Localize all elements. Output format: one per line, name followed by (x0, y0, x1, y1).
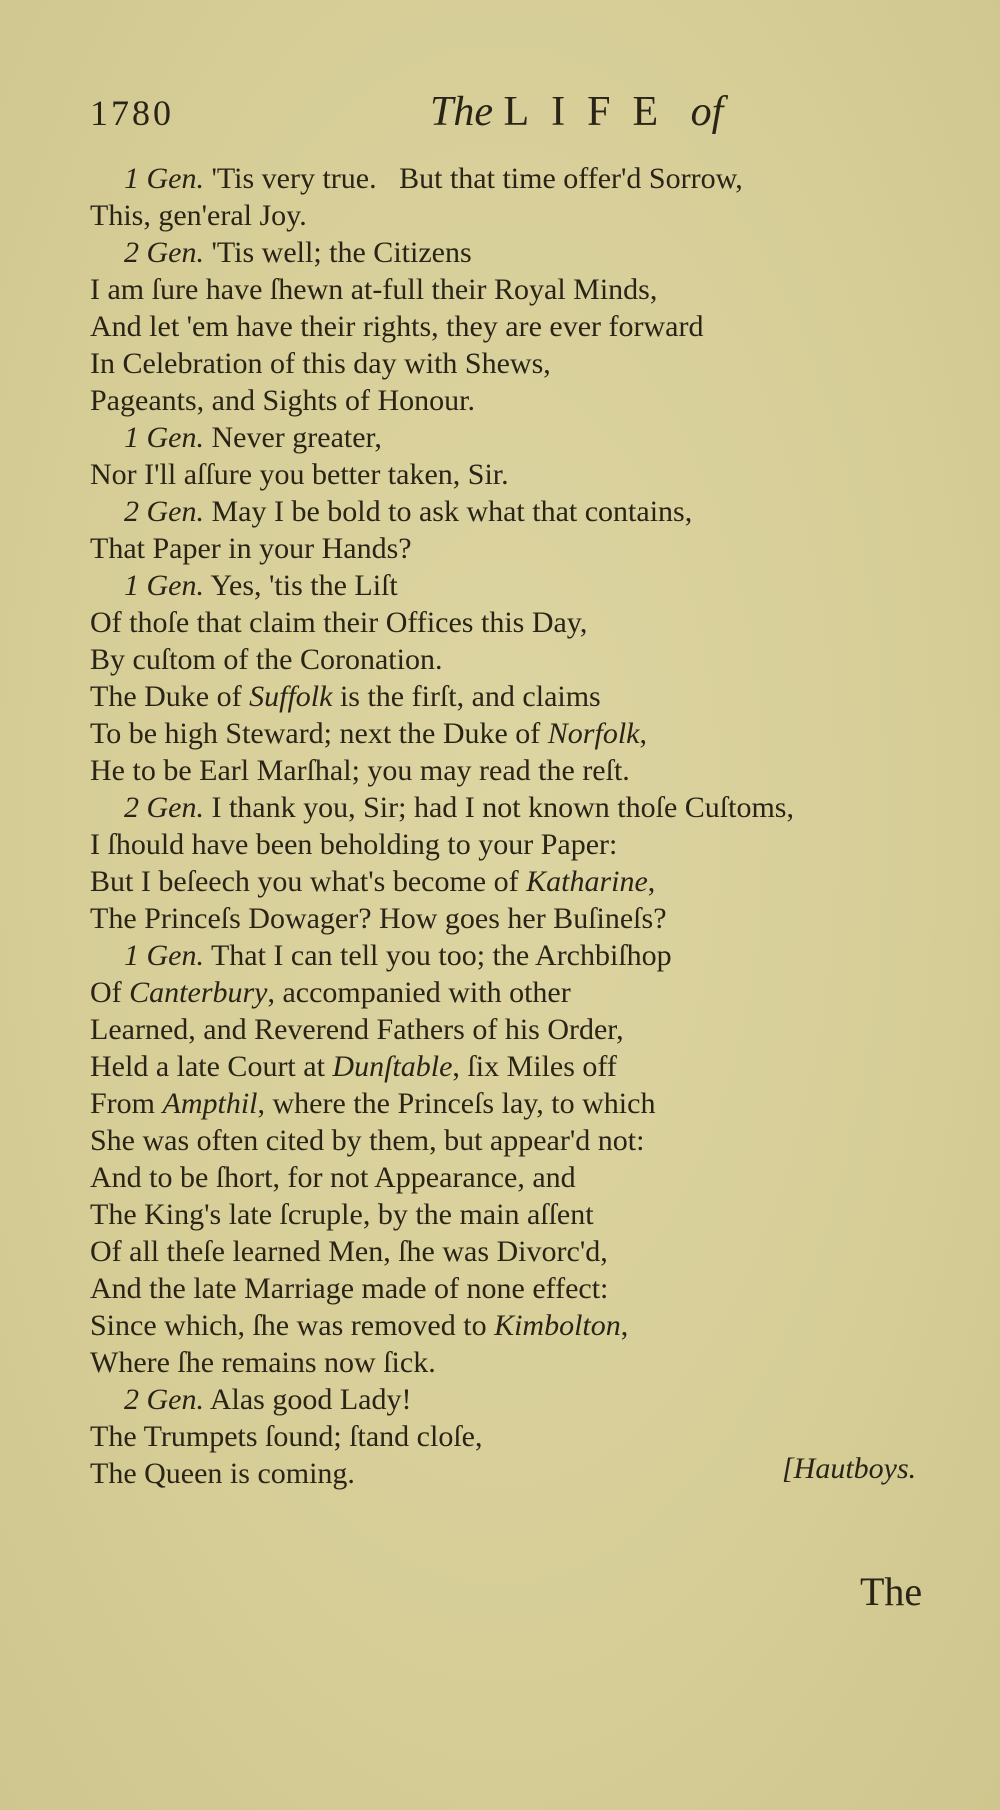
line-text: Where ſhe remains now ſick. (90, 1346, 436, 1379)
running-title (430, 88, 723, 136)
line-text: This, gen'eral Joy. (90, 199, 307, 232)
speaker-label: 1 Gen. (124, 421, 204, 454)
line-text: But I beſeech you what's become of (90, 865, 527, 898)
italic-name: Norfolk (547, 717, 640, 750)
text-line (90, 1270, 940, 1307)
text-line (90, 604, 940, 641)
line-text: The Princeſs Dowager? How goes her Buſineſs? (90, 902, 667, 935)
text-line (90, 197, 940, 234)
text-line (90, 863, 940, 900)
running-title-of: of (690, 89, 724, 135)
text-line (90, 382, 940, 419)
line-text: She was often cited by them, but appear'd not: (90, 1124, 645, 1157)
text-line (90, 1011, 940, 1048)
line-text: I thank you, Sir; had I not known thoſe Cuſtoms, (203, 791, 794, 824)
italic-name: Suffolk (249, 680, 333, 713)
text-line (90, 308, 940, 345)
line-text: In Celebration of this day with Shews, (90, 347, 551, 380)
line-text: May I be bold to ask what that contains, (203, 495, 693, 528)
line-text-after: , (620, 1309, 629, 1342)
play-text (90, 160, 940, 1492)
speaker-label: 2 Gen. (124, 495, 204, 528)
text-line (90, 752, 940, 789)
speaker-label: 1 Gen. (124, 569, 204, 602)
stage-direction: [Hautboys. (782, 1452, 917, 1485)
page-number: 1780 (90, 93, 174, 133)
line-text: I ſhould have been beholding to your Paper: (90, 828, 618, 861)
line-text: Held a late Court at (90, 1050, 333, 1083)
line-text: Never greater, (203, 421, 382, 454)
line-text: The Trumpets ſound; ſtand cloſe, (90, 1420, 483, 1453)
text-line (90, 826, 940, 863)
page-header (90, 89, 930, 152)
line-text: The King's late ſcruple, by the main aſſent (90, 1198, 594, 1231)
line-text-after: , accompanied with other (267, 976, 571, 1009)
line-text: Since which, ſhe was removed to (90, 1309, 495, 1342)
italic-name: Katharine (526, 865, 648, 898)
italic-name: Kimbolton (494, 1309, 621, 1342)
text-line (90, 530, 940, 567)
line-text: From (90, 1087, 163, 1120)
speaker-label: 1 Gen. (124, 162, 204, 195)
line-text: By cuſtom of the Coronation. (90, 643, 443, 676)
running-title-the: The (430, 89, 493, 135)
line-text: 'Tis very true. But that time offer'd Sorrow, (203, 162, 743, 195)
text-line (90, 715, 940, 752)
running-title-life: LIFE (503, 89, 681, 135)
line-text: And let 'em have their rights, they are ever forward (90, 310, 704, 343)
text-line (90, 1233, 940, 1270)
text-line (90, 456, 940, 493)
text-line (90, 1122, 940, 1159)
text-line (90, 345, 940, 382)
catchword: The (860, 1569, 923, 1614)
line-text: That I can tell you too; the Archbiſhop (203, 939, 672, 972)
text-line (90, 641, 940, 678)
line-text-after: , (647, 865, 656, 898)
text-line (90, 160, 940, 197)
speaker-label: 1 Gen. (124, 939, 204, 972)
line-text: Yes, 'tis the Liſt (203, 569, 398, 602)
text-line (90, 493, 940, 530)
line-text: Of (90, 976, 130, 1009)
line-text: That Paper in your Hands? (90, 532, 412, 565)
line-text: Of all theſe learned Men, ſhe was Divorc'd, (90, 1235, 608, 1268)
line-text: I am ſure have ſhewn at-full their Royal Minds, (90, 273, 658, 306)
text-line (90, 1344, 940, 1381)
speaker-label: 2 Gen. (124, 1383, 204, 1416)
text-line (90, 900, 940, 937)
italic-name: Ampthil (162, 1087, 258, 1120)
text-line (90, 1381, 940, 1418)
line-text: Of thoſe that claim their Offices this Day, (90, 606, 588, 639)
speaker-label: 2 Gen. (124, 236, 204, 269)
text-line (90, 789, 940, 826)
line-text-after: , ſix Miles off (452, 1050, 617, 1083)
text-line (90, 678, 940, 715)
line-text: Nor I'll aſſure you better taken, Sir. (90, 458, 509, 491)
italic-name: Canterbury (129, 976, 268, 1009)
line-text: The Duke of (90, 680, 250, 713)
text-line (90, 937, 940, 974)
text-line (90, 567, 940, 604)
line-text: And to be ſhort, for not Appearance, and (90, 1161, 576, 1194)
line-text: Pageants, and Sights of Honour. (90, 384, 475, 417)
line-text: And the late Marriage made of none effect: (90, 1272, 609, 1305)
text-line (90, 234, 940, 271)
italic-name: Dunſtable (332, 1050, 453, 1083)
text-line (90, 1159, 940, 1196)
text-line (90, 271, 940, 308)
text-line (90, 974, 940, 1011)
line-text: 'Tis well; the Citizens (203, 236, 472, 269)
line-text: Learned, and Reverend Fathers of his Order, (90, 1013, 624, 1046)
line-text-after: , where the Princeſs lay, to which (257, 1087, 656, 1120)
text-line (90, 419, 940, 456)
text-line (90, 1307, 940, 1344)
line-text: The Queen is coming. (90, 1457, 355, 1490)
text-line (90, 1196, 940, 1233)
line-text: To be high Steward; next the Duke of (90, 717, 548, 750)
line-text: Alas good Lady! (203, 1383, 412, 1416)
text-line (90, 1418, 940, 1455)
speaker-label: 2 Gen. (124, 791, 204, 824)
text-line (90, 1048, 940, 1085)
line-text-after: , (639, 717, 647, 750)
line-text-after: is the firſt, and claims (332, 680, 601, 713)
line-text: He to be Earl Marſhal; you may read the reſt. (90, 754, 630, 787)
text-line (90, 1085, 940, 1122)
